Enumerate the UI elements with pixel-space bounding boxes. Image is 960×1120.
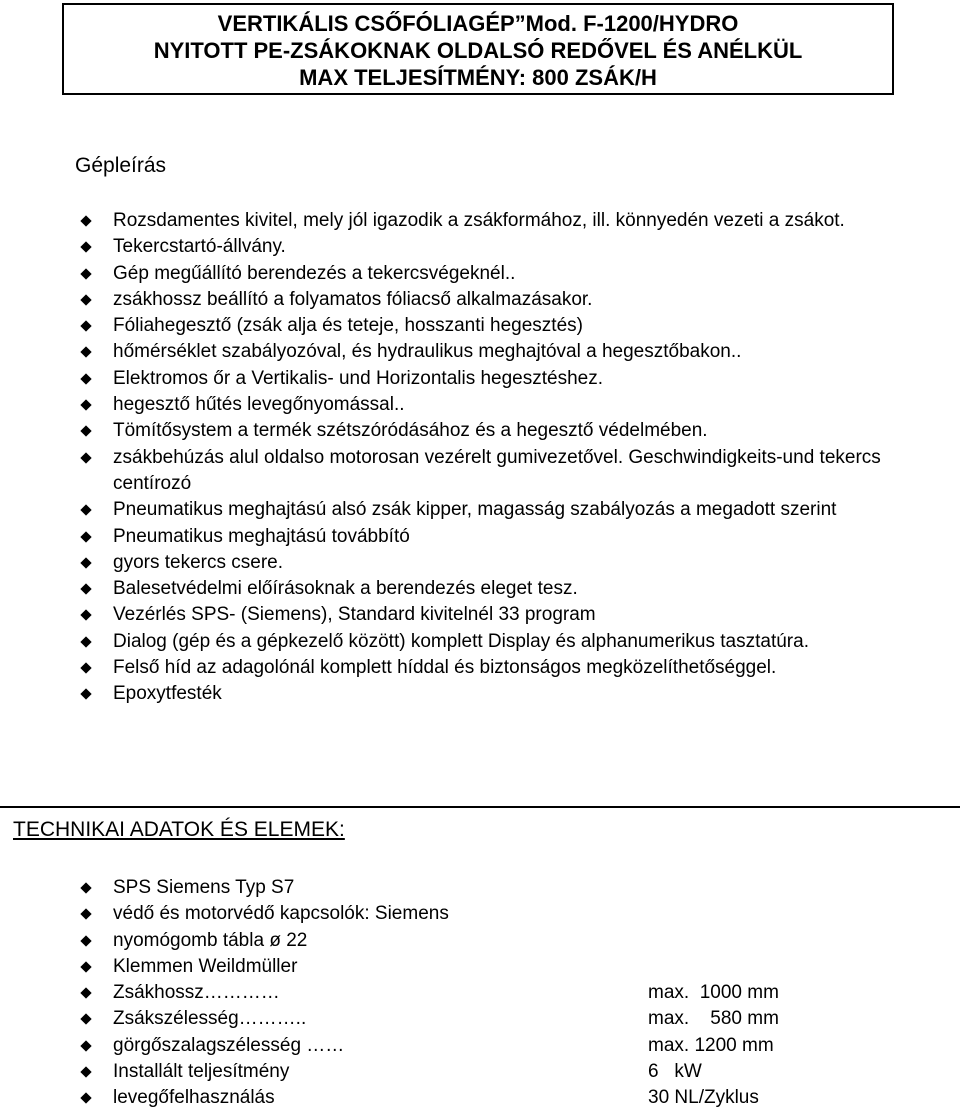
list-item xyxy=(80,497,920,523)
diamond-bullet-icon xyxy=(80,636,91,647)
spec-label: levegőfelhasználás xyxy=(113,1087,275,1109)
list-item xyxy=(80,602,920,628)
list-item xyxy=(80,681,920,707)
list-item-text: Epoxytfesték xyxy=(113,683,222,705)
diamond-bullet-icon xyxy=(80,505,91,516)
list-item-text: Gép megűállító berendezés a tekercsvégeknél.. xyxy=(113,262,516,284)
spec-row xyxy=(80,875,940,901)
spec-label: görgőszalagszélesség …… xyxy=(113,1034,345,1056)
description-heading: Gépleírás xyxy=(75,154,167,177)
list-item-text: Elektromos őr a Vertikalis- und Horizontalis hegesztéshez. xyxy=(113,367,604,389)
document-title-box xyxy=(62,3,894,95)
diamond-bullet-icon xyxy=(80,961,91,972)
list-item xyxy=(80,392,920,418)
list-item-text: zsákbehúzás alul oldalso motorosan vezérelt gumivezetővel. Geschwindigkeits-und tekercs centírozó xyxy=(113,446,881,494)
list-item-text: Pneumatikus meghajtású alsó zsák kipper, magasság szabályozás a megadott szerint xyxy=(113,499,837,521)
list-item-text: Vezérlés SPS- (Siemens), Standard kivitelnél 33 program xyxy=(113,604,596,626)
technical-heading: TECHNIKAI ADATOK ÉS ELEMEK: xyxy=(13,818,345,841)
diamond-bullet-icon xyxy=(80,610,91,621)
list-item xyxy=(80,313,920,339)
list-item-text: hőmérséklet szabályozóval, és hydraulikus meghajtóval a hegesztőbakon.. xyxy=(113,341,742,363)
diamond-bullet-icon xyxy=(80,557,91,568)
title-line-2: NYITOTT PE-ZSÁKOKNAK OLDALSÓ REDŐVEL ÉS ANÉLKÜL xyxy=(153,38,803,63)
list-item xyxy=(80,550,920,576)
diamond-bullet-icon xyxy=(80,909,91,920)
diamond-bullet-icon xyxy=(80,882,91,893)
diamond-bullet-icon xyxy=(80,373,91,384)
diamond-bullet-icon xyxy=(80,242,91,253)
list-item-text: gyors tekercs csere. xyxy=(113,551,283,573)
spec-value: max. 1200 mm xyxy=(648,1034,774,1056)
diamond-bullet-icon xyxy=(80,426,91,437)
diamond-bullet-icon xyxy=(80,1014,91,1025)
spec-value: max. 580 mm xyxy=(648,1008,779,1030)
list-item-text: Felső híd az adagolónál komplett híddal és biztonságos megközelíthetőséggel. xyxy=(113,657,777,679)
spec-row xyxy=(80,954,940,980)
spec-row xyxy=(80,901,940,927)
diamond-bullet-icon xyxy=(80,399,91,410)
spec-row xyxy=(80,1059,940,1085)
list-item-text: Tekercstartó-állvány. xyxy=(113,236,286,258)
list-item-text: Balesetvédelmi előírásoknak a berendezés eleget tesz. xyxy=(113,578,578,600)
diamond-bullet-icon xyxy=(80,452,91,463)
diamond-bullet-icon xyxy=(80,294,91,305)
list-item xyxy=(80,339,920,365)
spec-label: Installált teljesítmény xyxy=(113,1061,290,1083)
diamond-bullet-icon xyxy=(80,531,91,542)
spec-label: Klemmen Weildmüller xyxy=(113,955,298,977)
list-item xyxy=(80,524,920,550)
list-item-text: Fóliahegesztő (zsák alja és teteje, hosszanti hegesztés) xyxy=(113,315,583,337)
title-line-1: VERTIKÁLIS CSŐFÓLIAGÉP”Mod. F-1200/HYDRO xyxy=(217,11,739,36)
list-item-text: hegesztő hűtés levegőnyomással.. xyxy=(113,394,405,416)
list-item-text: Rozsdamentes kivitel, mely jól igazodik a zsákformához, ill. könnyedén vezeti a zsákot. xyxy=(113,210,845,231)
description-list xyxy=(80,208,920,708)
diamond-bullet-icon xyxy=(80,1093,91,1104)
spec-value: 6 kW xyxy=(648,1061,702,1083)
section-divider xyxy=(0,806,960,808)
diamond-bullet-icon xyxy=(80,583,91,594)
diamond-bullet-icon xyxy=(80,215,91,226)
spec-row xyxy=(80,1006,940,1032)
spec-row xyxy=(80,1033,940,1059)
list-item xyxy=(80,234,920,260)
list-item xyxy=(80,261,920,287)
list-item xyxy=(80,287,920,313)
list-item-text: zsákhossz beállító a folyamatos fóliacső alkalmazásakor. xyxy=(113,288,593,310)
diamond-bullet-icon xyxy=(80,1066,91,1077)
spec-row xyxy=(80,980,940,1006)
spec-row xyxy=(80,928,940,954)
spec-label: SPS Siemens Typ S7 xyxy=(113,877,295,898)
diamond-bullet-icon xyxy=(80,662,91,673)
diamond-bullet-icon xyxy=(80,268,91,279)
spec-value: max. 1000 mm xyxy=(648,982,779,1004)
spec-row xyxy=(80,1085,940,1111)
list-item xyxy=(80,576,920,602)
list-item xyxy=(80,418,920,444)
list-item xyxy=(80,366,920,392)
spec-value: 30 NL/Zyklus xyxy=(648,1087,759,1109)
technical-list xyxy=(80,875,940,1112)
list-item xyxy=(80,655,920,681)
spec-label: védő és motorvédő kapcsolók: Siemens xyxy=(113,903,449,925)
spec-label: Zsákszélesség……….. xyxy=(113,1008,307,1030)
title-line-3: MAX TELJESÍTMÉNY: 800 ZSÁK/H xyxy=(299,65,657,90)
list-item-text: Tömítősystem a termék szétszóródásához és a hegesztő védelmében. xyxy=(113,420,708,442)
diamond-bullet-icon xyxy=(80,347,91,358)
list-item-text: Pneumatikus meghajtású továbbító xyxy=(113,525,410,547)
diamond-bullet-icon xyxy=(80,689,91,700)
diamond-bullet-icon xyxy=(80,935,91,946)
spec-label: nyomógomb tábla ø 22 xyxy=(113,929,308,951)
list-item xyxy=(80,445,920,498)
diamond-bullet-icon xyxy=(80,1040,91,1051)
spec-label: Zsákhossz………… xyxy=(113,982,280,1004)
diamond-bullet-icon xyxy=(80,321,91,332)
list-item xyxy=(80,629,920,655)
list-item-text: Dialog (gép és a gépkezelő között) komplett Display és alphanumerikus tasztatúra. xyxy=(113,630,809,652)
list-item xyxy=(80,208,920,234)
diamond-bullet-icon xyxy=(80,988,91,999)
